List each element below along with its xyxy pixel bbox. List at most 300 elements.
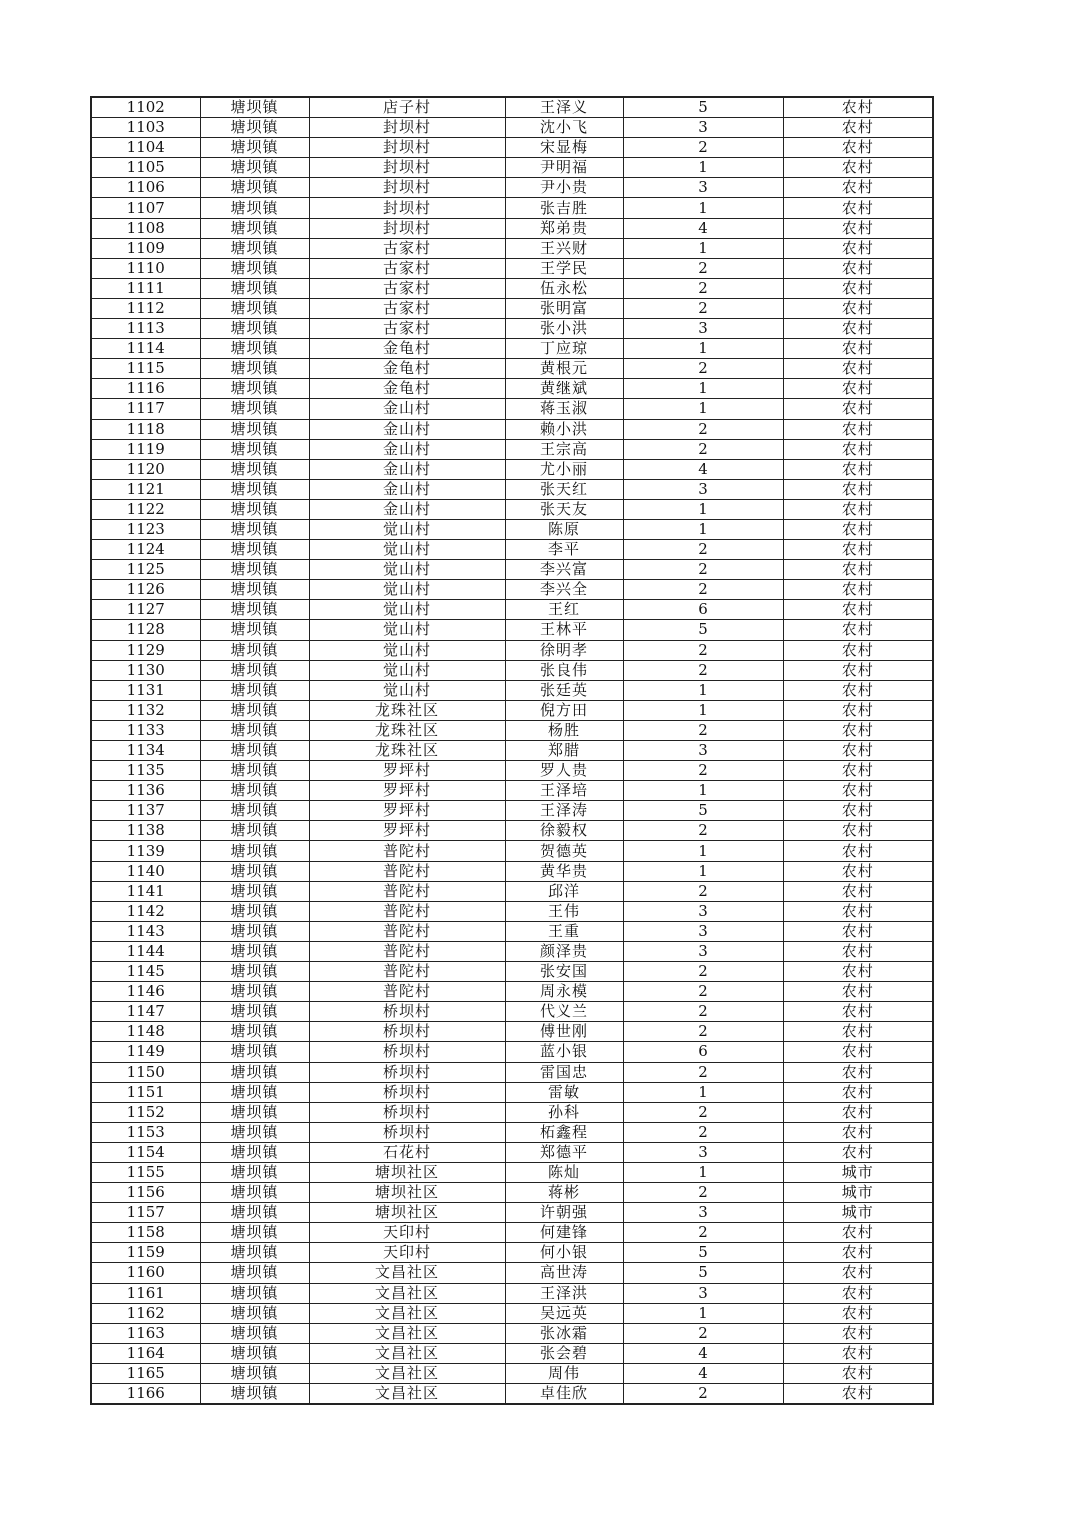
village-cell: 桥坝村 [309, 1042, 505, 1062]
area-type-cell: 农村 [783, 238, 933, 258]
household-count-cell: 1 [623, 841, 783, 861]
area-type-cell: 农村 [783, 499, 933, 519]
serial-number-cell: 1153 [91, 1122, 200, 1142]
household-count-cell: 2 [623, 761, 783, 781]
name-cell: 丁应琼 [505, 339, 623, 359]
serial-number-cell: 1146 [91, 982, 200, 1002]
town-cell: 塘坝镇 [200, 801, 309, 821]
serial-number-cell: 1136 [91, 781, 200, 801]
name-cell: 王泽义 [505, 97, 623, 118]
town-cell: 塘坝镇 [200, 720, 309, 740]
area-type-cell: 农村 [783, 1363, 933, 1383]
serial-number-cell: 1143 [91, 921, 200, 941]
area-type-cell: 农村 [783, 1283, 933, 1303]
town-cell: 塘坝镇 [200, 1002, 309, 1022]
table-row [91, 861, 933, 881]
serial-number-cell: 1158 [91, 1223, 200, 1243]
table-row [91, 540, 933, 560]
town-cell: 塘坝镇 [200, 479, 309, 499]
household-count-cell: 1 [623, 379, 783, 399]
household-count-cell: 5 [623, 801, 783, 821]
area-type-cell: 农村 [783, 399, 933, 419]
village-cell: 金山村 [309, 419, 505, 439]
area-type-cell: 农村 [783, 801, 933, 821]
roster-table-body [91, 97, 933, 1404]
town-cell: 塘坝镇 [200, 1343, 309, 1363]
household-count-cell: 1 [623, 198, 783, 218]
village-cell: 古家村 [309, 298, 505, 318]
area-type-cell: 城市 [783, 1203, 933, 1223]
table-row [91, 1162, 933, 1182]
serial-number-cell: 1109 [91, 238, 200, 258]
name-cell: 李平 [505, 540, 623, 560]
area-type-cell: 农村 [783, 761, 933, 781]
area-type-cell: 农村 [783, 1223, 933, 1243]
name-cell: 张天红 [505, 479, 623, 499]
table-row [91, 178, 933, 198]
name-cell: 王林平 [505, 620, 623, 640]
town-cell: 塘坝镇 [200, 600, 309, 620]
name-cell: 尤小丽 [505, 459, 623, 479]
table-row [91, 1142, 933, 1162]
name-cell: 李兴全 [505, 580, 623, 600]
village-cell: 龙珠社区 [309, 720, 505, 740]
table-row [91, 720, 933, 740]
town-cell: 塘坝镇 [200, 560, 309, 580]
table-row [91, 1384, 933, 1405]
table-row [91, 1363, 933, 1383]
table-row [91, 600, 933, 620]
serial-number-cell: 1161 [91, 1283, 200, 1303]
name-cell: 尹明福 [505, 158, 623, 178]
serial-number-cell: 1144 [91, 941, 200, 961]
serial-number-cell: 1135 [91, 761, 200, 781]
village-cell: 桥坝村 [309, 1082, 505, 1102]
area-type-cell: 农村 [783, 741, 933, 761]
table-row [91, 439, 933, 459]
village-cell: 觉山村 [309, 580, 505, 600]
name-cell: 陈灿 [505, 1162, 623, 1182]
table-row [91, 1243, 933, 1263]
village-cell: 龙珠社区 [309, 700, 505, 720]
table-row [91, 419, 933, 439]
table-row [91, 841, 933, 861]
area-type-cell: 农村 [783, 1042, 933, 1062]
area-type-cell: 农村 [783, 841, 933, 861]
area-type-cell: 农村 [783, 720, 933, 740]
name-cell: 许朝强 [505, 1203, 623, 1223]
household-count-cell: 2 [623, 1022, 783, 1042]
village-cell: 封坝村 [309, 198, 505, 218]
household-count-cell: 2 [623, 419, 783, 439]
table-row [91, 1122, 933, 1142]
village-cell: 普陀村 [309, 982, 505, 1002]
serial-number-cell: 1132 [91, 700, 200, 720]
household-count-cell: 1 [623, 519, 783, 539]
town-cell: 塘坝镇 [200, 1042, 309, 1062]
town-cell: 塘坝镇 [200, 781, 309, 801]
name-cell: 黄继斌 [505, 379, 623, 399]
village-cell: 龙珠社区 [309, 741, 505, 761]
household-count-cell: 3 [623, 118, 783, 138]
area-type-cell: 农村 [783, 921, 933, 941]
town-cell: 塘坝镇 [200, 761, 309, 781]
roster-table [90, 96, 934, 1405]
household-count-cell: 5 [623, 1243, 783, 1263]
town-cell: 塘坝镇 [200, 620, 309, 640]
village-cell: 塘坝社区 [309, 1162, 505, 1182]
household-count-cell: 4 [623, 1343, 783, 1363]
town-cell: 塘坝镇 [200, 1243, 309, 1263]
household-count-cell: 2 [623, 540, 783, 560]
village-cell: 觉山村 [309, 620, 505, 640]
serial-number-cell: 1157 [91, 1203, 200, 1223]
table-row [91, 560, 933, 580]
village-cell: 金山村 [309, 499, 505, 519]
household-count-cell: 2 [623, 1384, 783, 1405]
town-cell: 塘坝镇 [200, 881, 309, 901]
town-cell: 塘坝镇 [200, 941, 309, 961]
household-count-cell: 6 [623, 1042, 783, 1062]
name-cell: 傅世刚 [505, 1022, 623, 1042]
town-cell: 塘坝镇 [200, 1102, 309, 1122]
town-cell: 塘坝镇 [200, 158, 309, 178]
village-cell: 普陀村 [309, 962, 505, 982]
area-type-cell: 农村 [783, 941, 933, 961]
town-cell: 塘坝镇 [200, 278, 309, 298]
area-type-cell: 农村 [783, 781, 933, 801]
town-cell: 塘坝镇 [200, 499, 309, 519]
area-type-cell: 农村 [783, 218, 933, 238]
area-type-cell: 农村 [783, 379, 933, 399]
serial-number-cell: 1149 [91, 1042, 200, 1062]
table-row [91, 761, 933, 781]
table-row [91, 660, 933, 680]
household-count-cell: 1 [623, 781, 783, 801]
household-count-cell: 1 [623, 339, 783, 359]
name-cell: 邱洋 [505, 881, 623, 901]
serial-number-cell: 1118 [91, 419, 200, 439]
table-row [91, 319, 933, 339]
serial-number-cell: 1156 [91, 1183, 200, 1203]
table-row [91, 982, 933, 1002]
area-type-cell: 农村 [783, 962, 933, 982]
serial-number-cell: 1152 [91, 1102, 200, 1122]
table-row [91, 258, 933, 278]
serial-number-cell: 1113 [91, 319, 200, 339]
table-row [91, 1082, 933, 1102]
village-cell: 桥坝村 [309, 1022, 505, 1042]
town-cell: 塘坝镇 [200, 1323, 309, 1343]
household-count-cell: 2 [623, 138, 783, 158]
area-type-cell: 农村 [783, 158, 933, 178]
serial-number-cell: 1138 [91, 821, 200, 841]
name-cell: 张小洪 [505, 319, 623, 339]
name-cell: 卓佳欣 [505, 1384, 623, 1405]
village-cell: 罗坪村 [309, 801, 505, 821]
table-row [91, 379, 933, 399]
table-row [91, 1343, 933, 1363]
village-cell: 封坝村 [309, 158, 505, 178]
household-count-cell: 1 [623, 238, 783, 258]
serial-number-cell: 1164 [91, 1343, 200, 1363]
household-count-cell: 2 [623, 278, 783, 298]
serial-number-cell: 1163 [91, 1323, 200, 1343]
table-row [91, 118, 933, 138]
area-type-cell: 农村 [783, 1062, 933, 1082]
name-cell: 王泽涛 [505, 801, 623, 821]
name-cell: 贺德英 [505, 841, 623, 861]
town-cell: 塘坝镇 [200, 1062, 309, 1082]
name-cell: 何建锋 [505, 1223, 623, 1243]
household-count-cell: 1 [623, 399, 783, 419]
name-cell: 何小银 [505, 1243, 623, 1263]
area-type-cell: 农村 [783, 1243, 933, 1263]
name-cell: 宋显梅 [505, 138, 623, 158]
town-cell: 塘坝镇 [200, 339, 309, 359]
household-count-cell: 3 [623, 1142, 783, 1162]
area-type-cell: 农村 [783, 1303, 933, 1323]
name-cell: 杨胜 [505, 720, 623, 740]
household-count-cell: 2 [623, 1183, 783, 1203]
name-cell: 黄根元 [505, 359, 623, 379]
village-cell: 古家村 [309, 258, 505, 278]
table-row [91, 158, 933, 178]
table-row [91, 1283, 933, 1303]
town-cell: 塘坝镇 [200, 298, 309, 318]
name-cell: 雷敏 [505, 1082, 623, 1102]
table-row [91, 801, 933, 821]
table-row [91, 1303, 933, 1323]
town-cell: 塘坝镇 [200, 97, 309, 118]
name-cell: 雷国忠 [505, 1062, 623, 1082]
serial-number-cell: 1108 [91, 218, 200, 238]
village-cell: 古家村 [309, 319, 505, 339]
serial-number-cell: 1110 [91, 258, 200, 278]
serial-number-cell: 1150 [91, 1062, 200, 1082]
table-row [91, 1263, 933, 1283]
town-cell: 塘坝镇 [200, 118, 309, 138]
household-count-cell: 1 [623, 861, 783, 881]
household-count-cell: 4 [623, 218, 783, 238]
table-row [91, 941, 933, 961]
area-type-cell: 农村 [783, 459, 933, 479]
name-cell: 郑腊 [505, 741, 623, 761]
town-cell: 塘坝镇 [200, 1162, 309, 1182]
name-cell: 柘鑫程 [505, 1122, 623, 1142]
area-type-cell: 农村 [783, 479, 933, 499]
area-type-cell: 农村 [783, 540, 933, 560]
village-cell: 觉山村 [309, 540, 505, 560]
village-cell: 天印村 [309, 1223, 505, 1243]
area-type-cell: 农村 [783, 640, 933, 660]
area-type-cell: 农村 [783, 359, 933, 379]
village-cell: 封坝村 [309, 178, 505, 198]
serial-number-cell: 1112 [91, 298, 200, 318]
household-count-cell: 1 [623, 1162, 783, 1182]
table-row [91, 459, 933, 479]
name-cell: 王泽洪 [505, 1283, 623, 1303]
table-row [91, 218, 933, 238]
serial-number-cell: 1142 [91, 901, 200, 921]
table-row [91, 640, 933, 660]
town-cell: 塘坝镇 [200, 218, 309, 238]
town-cell: 塘坝镇 [200, 399, 309, 419]
serial-number-cell: 1166 [91, 1384, 200, 1405]
household-count-cell: 2 [623, 1122, 783, 1142]
name-cell: 周永模 [505, 982, 623, 1002]
area-type-cell: 农村 [783, 560, 933, 580]
serial-number-cell: 1119 [91, 439, 200, 459]
village-cell: 文昌社区 [309, 1283, 505, 1303]
area-type-cell: 农村 [783, 1122, 933, 1142]
area-type-cell: 农村 [783, 419, 933, 439]
town-cell: 塘坝镇 [200, 962, 309, 982]
village-cell: 金龟村 [309, 359, 505, 379]
table-row [91, 962, 933, 982]
name-cell: 王红 [505, 600, 623, 620]
name-cell: 张吉胜 [505, 198, 623, 218]
name-cell: 张安国 [505, 962, 623, 982]
town-cell: 塘坝镇 [200, 982, 309, 1002]
village-cell: 金龟村 [309, 339, 505, 359]
town-cell: 塘坝镇 [200, 359, 309, 379]
table-row [91, 1183, 933, 1203]
serial-number-cell: 1160 [91, 1263, 200, 1283]
area-type-cell: 农村 [783, 580, 933, 600]
town-cell: 塘坝镇 [200, 540, 309, 560]
town-cell: 塘坝镇 [200, 178, 309, 198]
area-type-cell: 农村 [783, 1384, 933, 1405]
area-type-cell: 农村 [783, 258, 933, 278]
village-cell: 罗坪村 [309, 821, 505, 841]
serial-number-cell: 1145 [91, 962, 200, 982]
area-type-cell: 农村 [783, 178, 933, 198]
town-cell: 塘坝镇 [200, 901, 309, 921]
area-type-cell: 农村 [783, 660, 933, 680]
village-cell: 觉山村 [309, 680, 505, 700]
village-cell: 普陀村 [309, 841, 505, 861]
household-count-cell: 5 [623, 620, 783, 640]
household-count-cell: 5 [623, 1263, 783, 1283]
serial-number-cell: 1130 [91, 660, 200, 680]
village-cell: 普陀村 [309, 861, 505, 881]
name-cell: 周伟 [505, 1363, 623, 1383]
name-cell: 蒋彬 [505, 1183, 623, 1203]
serial-number-cell: 1120 [91, 459, 200, 479]
village-cell: 封坝村 [309, 218, 505, 238]
village-cell: 觉山村 [309, 660, 505, 680]
serial-number-cell: 1111 [91, 278, 200, 298]
household-count-cell: 2 [623, 821, 783, 841]
village-cell: 桥坝村 [309, 1002, 505, 1022]
area-type-cell: 农村 [783, 1082, 933, 1102]
town-cell: 塘坝镇 [200, 519, 309, 539]
area-type-cell: 城市 [783, 1183, 933, 1203]
household-count-cell: 2 [623, 258, 783, 278]
household-count-cell: 2 [623, 359, 783, 379]
town-cell: 塘坝镇 [200, 921, 309, 941]
area-type-cell: 农村 [783, 861, 933, 881]
name-cell: 张会碧 [505, 1343, 623, 1363]
town-cell: 塘坝镇 [200, 319, 309, 339]
town-cell: 塘坝镇 [200, 1223, 309, 1243]
village-cell: 金龟村 [309, 379, 505, 399]
serial-number-cell: 1114 [91, 339, 200, 359]
household-count-cell: 3 [623, 921, 783, 941]
household-count-cell: 2 [623, 1223, 783, 1243]
town-cell: 塘坝镇 [200, 1142, 309, 1162]
village-cell: 文昌社区 [309, 1323, 505, 1343]
household-count-cell: 3 [623, 741, 783, 761]
name-cell: 李兴富 [505, 560, 623, 580]
village-cell: 罗坪村 [309, 781, 505, 801]
name-cell: 蓝小银 [505, 1042, 623, 1062]
name-cell: 吴远英 [505, 1303, 623, 1323]
name-cell: 尹小贵 [505, 178, 623, 198]
household-count-cell: 3 [623, 1283, 783, 1303]
household-count-cell: 2 [623, 660, 783, 680]
serial-number-cell: 1151 [91, 1082, 200, 1102]
village-cell: 古家村 [309, 278, 505, 298]
area-type-cell: 农村 [783, 198, 933, 218]
village-cell: 觉山村 [309, 600, 505, 620]
area-type-cell: 农村 [783, 1022, 933, 1042]
area-type-cell: 农村 [783, 1323, 933, 1343]
village-cell: 普陀村 [309, 941, 505, 961]
household-count-cell: 3 [623, 1203, 783, 1223]
household-count-cell: 4 [623, 1363, 783, 1383]
village-cell: 觉山村 [309, 519, 505, 539]
household-count-cell: 3 [623, 479, 783, 499]
town-cell: 塘坝镇 [200, 821, 309, 841]
table-row [91, 1022, 933, 1042]
town-cell: 塘坝镇 [200, 1022, 309, 1042]
name-cell: 代义兰 [505, 1002, 623, 1022]
area-type-cell: 农村 [783, 278, 933, 298]
table-row [91, 198, 933, 218]
town-cell: 塘坝镇 [200, 1384, 309, 1405]
name-cell: 张明富 [505, 298, 623, 318]
table-row [91, 399, 933, 419]
name-cell: 郑弟贵 [505, 218, 623, 238]
village-cell: 文昌社区 [309, 1384, 505, 1405]
village-cell: 金山村 [309, 459, 505, 479]
household-count-cell: 3 [623, 941, 783, 961]
village-cell: 普陀村 [309, 901, 505, 921]
name-cell: 罗人贵 [505, 761, 623, 781]
table-row [91, 921, 933, 941]
household-count-cell: 1 [623, 1082, 783, 1102]
town-cell: 塘坝镇 [200, 700, 309, 720]
area-type-cell: 农村 [783, 680, 933, 700]
household-count-cell: 6 [623, 600, 783, 620]
household-count-cell: 1 [623, 158, 783, 178]
table-row [91, 1042, 933, 1062]
town-cell: 塘坝镇 [200, 1183, 309, 1203]
name-cell: 伍永松 [505, 278, 623, 298]
serial-number-cell: 1122 [91, 499, 200, 519]
town-cell: 塘坝镇 [200, 1303, 309, 1323]
village-cell: 封坝村 [309, 138, 505, 158]
name-cell: 颜泽贵 [505, 941, 623, 961]
table-row [91, 1102, 933, 1122]
table-row [91, 1203, 933, 1223]
village-cell: 普陀村 [309, 921, 505, 941]
village-cell: 文昌社区 [309, 1363, 505, 1383]
name-cell: 张天友 [505, 499, 623, 519]
roster-sheet [90, 96, 934, 1405]
